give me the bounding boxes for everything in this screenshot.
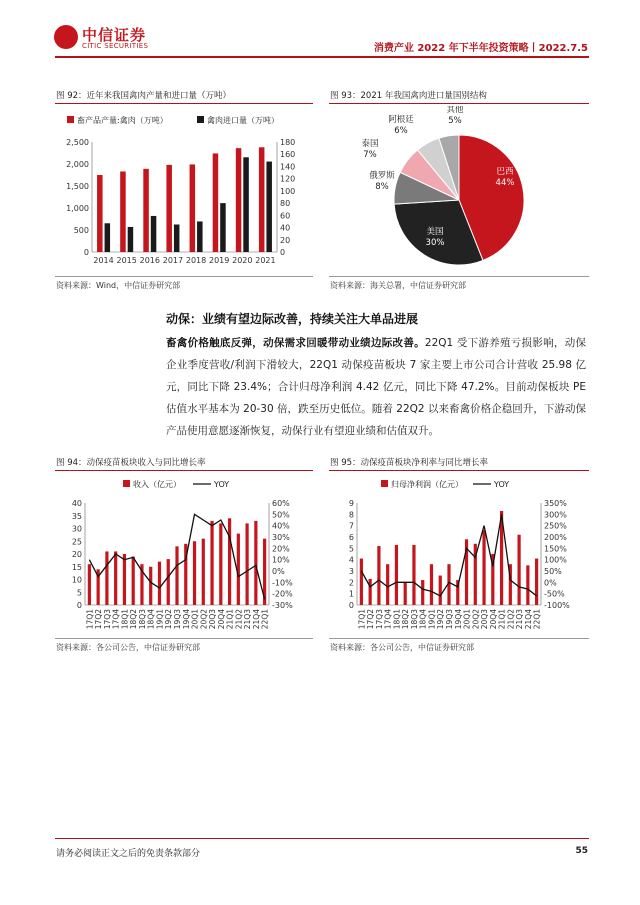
y-right-tick-label: 40% [272,521,290,531]
bar [193,541,196,605]
pie-percent: 30% [425,238,445,248]
x-tick-label: 21Q1 [225,609,235,630]
fig95-chart [329,473,589,635]
legend-swatch [123,480,130,487]
x-tick-label: 2014 [93,256,114,265]
y-right-tick-label: -10% [272,578,293,588]
bar [220,203,226,252]
y-right-tick-label: -50% [544,589,565,599]
bar [535,559,538,605]
y-left-tick-label: 5 [348,544,354,554]
y-left-tick-label: 2 [348,578,354,588]
bar [236,148,242,252]
pie-label: 巴西 [496,167,514,177]
x-tick-label: 2020 [232,256,253,265]
pie-percent: 8% [375,182,389,192]
y-left-tick-label: 8 [348,510,354,520]
bar [377,546,380,605]
bar [404,582,407,605]
x-tick-label: 21Q2 [506,609,516,630]
fig95-title: 图 95：动保疫苗板块净利率与同比增长率 [330,458,489,468]
fig93-title: 图 93：2021 年我国禽肉进口量国别结构 [330,91,487,101]
bar [128,227,134,252]
x-tick-label: 2021 [255,256,276,265]
legend-label: 禽肉进口量（万吨） [207,116,279,125]
y-right-tick-label: 0 [280,248,286,257]
y-right-tick-label: 0% [544,578,557,588]
pie-label: 美国 [426,227,444,237]
bar [395,545,398,605]
y-right-tick-label: 20% [272,544,290,554]
x-tick-label: 18Q4 [418,609,428,630]
x-tick-label: 18Q1 [120,609,130,630]
x-tick-label: 20Q3 [480,609,490,630]
x-tick-label: 2018 [185,256,207,265]
y-left-tick-label: 10 [71,575,82,585]
fig95-source: 资料来源：各公司公告，中信证券研究部 [330,643,474,652]
header-rule [55,56,589,58]
bar [149,567,152,605]
x-tick-label: 17Q1 [357,609,367,630]
legend-swatch [67,116,74,123]
x-tick-label: 2017 [162,256,184,265]
bar [219,523,222,605]
x-tick-label: 20Q4 [488,609,498,630]
y-left-tick-label: 2,500 [66,138,89,147]
x-tick-label: 17Q3 [374,609,384,630]
pie-label: 阿根廷 [388,115,414,125]
x-tick-label: 21Q4 [523,609,533,630]
x-tick-label: 20Q1 [462,609,472,630]
y-right-tick-label: 120 [280,174,296,184]
bar [369,579,372,605]
fig93-chart [329,106,589,276]
bar [97,175,103,252]
y-right-tick-label: 80 [280,199,291,209]
y-right-tick-label: 0% [272,567,285,576]
x-tick-label: 18Q2 [401,609,411,630]
citic-logo-icon [54,25,78,49]
bar [123,554,126,605]
x-tick-label: 20Q4 [216,609,226,630]
legend-swatch [381,480,388,487]
x-tick-label: 18Q3 [137,609,147,630]
x-tick-label: 19Q2 [436,609,446,630]
y-right-tick-label: 200% [544,533,567,542]
bar [360,559,363,605]
x-tick-label: 19Q3 [445,609,454,630]
y-right-tick-label: 300% [544,510,567,520]
y-right-tick-label: 60 [280,211,291,221]
fig94-chart [55,473,315,635]
x-tick-label: 21Q2 [234,609,244,630]
y-left-tick-label: 3 [348,567,354,576]
x-tick-label: 21Q3 [515,609,525,630]
x-tick-label: 22Q1 [532,609,542,630]
x-tick-label: 21Q3 [243,609,253,630]
y-left-tick-label: 2,000 [66,160,89,169]
y-right-tick-label: -30% [272,601,293,610]
section-paragraph [166,332,586,442]
bar [167,559,170,605]
pie-percent: 5% [448,116,462,126]
y-right-tick-label: 50% [272,510,290,520]
pie-label: 俄罗斯 [369,171,395,181]
bar [517,535,520,605]
y-left-tick-label: 35 [71,511,82,521]
x-tick-label: 17Q4 [383,609,393,630]
x-tick-label: 17Q2 [94,609,104,630]
y-right-tick-label: 350% [544,499,567,508]
bar [228,518,231,605]
pie-percent: 7% [363,150,377,160]
x-tick-label: 20Q2 [471,609,481,630]
logo-english-text: CITIC SECURITIES [82,42,149,50]
bar [266,162,272,252]
fig92-title: 图 92：近年来我国禽肉产量和进口量（万吨） [56,91,232,101]
bar [151,216,157,252]
y-right-tick-label: 180 [280,138,296,147]
fig94-title: 图 94：动保疫苗板块收入与同比增长率 [56,458,206,468]
y-right-tick-label: 10% [272,555,290,565]
bar [158,562,161,605]
x-tick-label: 17Q4 [111,609,121,630]
x-tick-label: 18Q1 [392,609,402,630]
x-tick-label: 21Q4 [251,609,261,630]
footer-rule [55,838,589,839]
legend-swatch [197,116,204,123]
x-tick-label: 18Q3 [409,609,419,630]
y-right-tick-label: -100% [544,601,570,610]
bar [259,147,265,252]
logo-chinese-text: 中信证券 [82,26,147,44]
x-tick-label: 19Q4 [181,609,191,630]
pie-percent: 6% [394,126,408,136]
bar [526,565,529,605]
y-left-tick-label: 40 [71,499,82,508]
bar [243,157,249,252]
y-right-tick-label: 150% [544,544,567,554]
y-left-tick-label: 20 [71,550,82,559]
fig94-source-rule [55,638,313,639]
y-right-tick-label: -20% [272,589,293,599]
bar [439,576,442,605]
fig95-source-rule [329,638,589,639]
x-tick-label: 17Q3 [102,609,112,630]
fig93-source: 资料来源：海关总署，中信证券研究部 [330,281,466,290]
bar [210,521,213,605]
y-right-tick-label: 140 [280,162,296,172]
bar [88,564,91,605]
y-left-tick-label: 6 [348,533,354,542]
bar [143,169,149,252]
y-right-tick-label: 100% [544,555,567,565]
x-tick-label: 18Q4 [146,609,156,630]
bar [421,580,424,605]
y-left-tick-label: 9 [348,499,354,508]
y-left-tick-label: 25 [71,537,82,547]
y-right-tick-label: 60% [272,499,290,508]
footer-disclaimer: 请务必阅读正文之后的免责条款部分 [56,849,201,859]
bar [245,523,248,605]
y-right-tick-label: 30% [272,533,290,542]
x-tick-label: 19Q3 [173,609,182,630]
fig94-source: 资料来源：各公司公告，中信证券研究部 [56,643,200,652]
y-left-tick-label: 500 [73,226,89,235]
bar [197,221,203,252]
x-tick-label: 19Q1 [427,609,437,630]
y-left-tick-label: 1,000 [66,204,89,213]
y-left-tick-label: 0 [83,248,89,257]
y-left-tick-label: 1,500 [66,182,89,191]
paragraph-lead: 畜禽价格触底反弹，动保需求回暖带动业绩边际改善。 [166,337,425,349]
x-tick-label: 17Q2 [366,609,376,630]
x-tick-label: 20Q3 [208,609,218,630]
x-tick-label: 2016 [139,256,160,265]
fig94-title-rule [55,470,313,471]
bar [120,171,126,252]
bar [254,521,257,605]
legend-label: 归母净利润（亿元） [391,480,463,489]
bar [174,225,180,253]
x-tick-label: 2015 [116,256,137,265]
x-tick-label: 22Q1 [260,609,270,630]
section-title: 动保：业绩有望边际改善，持续关注大单品进展 [166,312,419,326]
bar [430,564,433,605]
x-tick-label: 21Q1 [497,609,507,630]
y-right-tick-label: 20 [280,235,291,245]
bar [482,530,485,605]
y-left-tick-label: 0 [76,601,82,610]
fig92-source-rule [55,276,313,277]
y-left-tick-label: 7 [348,521,354,531]
x-tick-label: 19Q4 [453,609,463,630]
fig92-title-rule [55,103,313,104]
y-right-tick-label: 40 [280,223,291,233]
fig93-title-rule [329,103,589,104]
x-tick-label: 19Q1 [155,609,165,630]
bar [105,551,108,605]
y-left-tick-label: 30 [71,524,82,534]
bar [190,164,196,252]
bar [132,557,135,605]
bar [166,165,172,252]
y-left-tick-label: 4 [348,555,354,565]
bar [202,539,205,605]
bar [114,551,117,605]
y-left-tick-label: 1 [348,589,354,599]
y-left-tick-label: 5 [76,588,82,598]
legend-label: YOY [494,480,510,489]
x-tick-label: 20Q2 [199,609,209,630]
fig92-chart [55,106,315,276]
bar [213,153,219,252]
y-right-tick-label: 250% [544,521,567,531]
fig95-title-rule [329,470,589,471]
pie-percent: 44% [495,178,515,188]
x-tick-label: 17Q1 [85,609,95,630]
legend-label: YOY [214,480,230,489]
pie-label: 其他 [446,106,464,115]
paragraph-body: 22Q1 受下游养殖亏损影响，动保企业季度营收/利润下滑较大，22Q1 动保疫苗板块 7 家主要上市公司合计营收 25.98 亿元，同比下降 23.4%；合计归母净利润 4.42 亿元，同比下降 47.2%。目前动保板块 PE 估值水平基本为 20-30 倍，跌至历史低位。随着 22Q2 以来畜禽价格企稳回升，下游动保产品使用意愿逐渐恢复，动保行业有望迎业绩和估值双升。 [166,337,586,437]
bar [105,223,111,252]
fig92-source: 资料来源：Wind，中信证券研究部 [56,281,181,290]
y-left-tick-label: 0 [348,601,354,610]
pie-label: 泰国 [361,139,379,149]
x-tick-label: 20Q1 [190,609,200,630]
bar [386,564,389,605]
bar [175,546,178,605]
y-right-tick-label: 160 [280,150,296,160]
fig93-source-rule [329,276,589,277]
header-title: 消费产业 2022 年下半年投资策略丨2022.7.5 [373,43,588,54]
y-left-tick-label: 15 [71,562,82,572]
bar [412,545,415,605]
page-number: 55 [575,846,588,856]
x-tick-label: 19Q2 [164,609,174,630]
y-right-tick-label: 50% [544,567,562,576]
y-right-tick-label: 100 [280,186,296,196]
x-tick-label: 2019 [209,256,230,265]
x-tick-label: 18Q2 [129,609,139,630]
legend-label: 畜产品产量:禽肉（万吨） [77,116,168,125]
legend-label: 收入（亿元） [133,480,181,489]
